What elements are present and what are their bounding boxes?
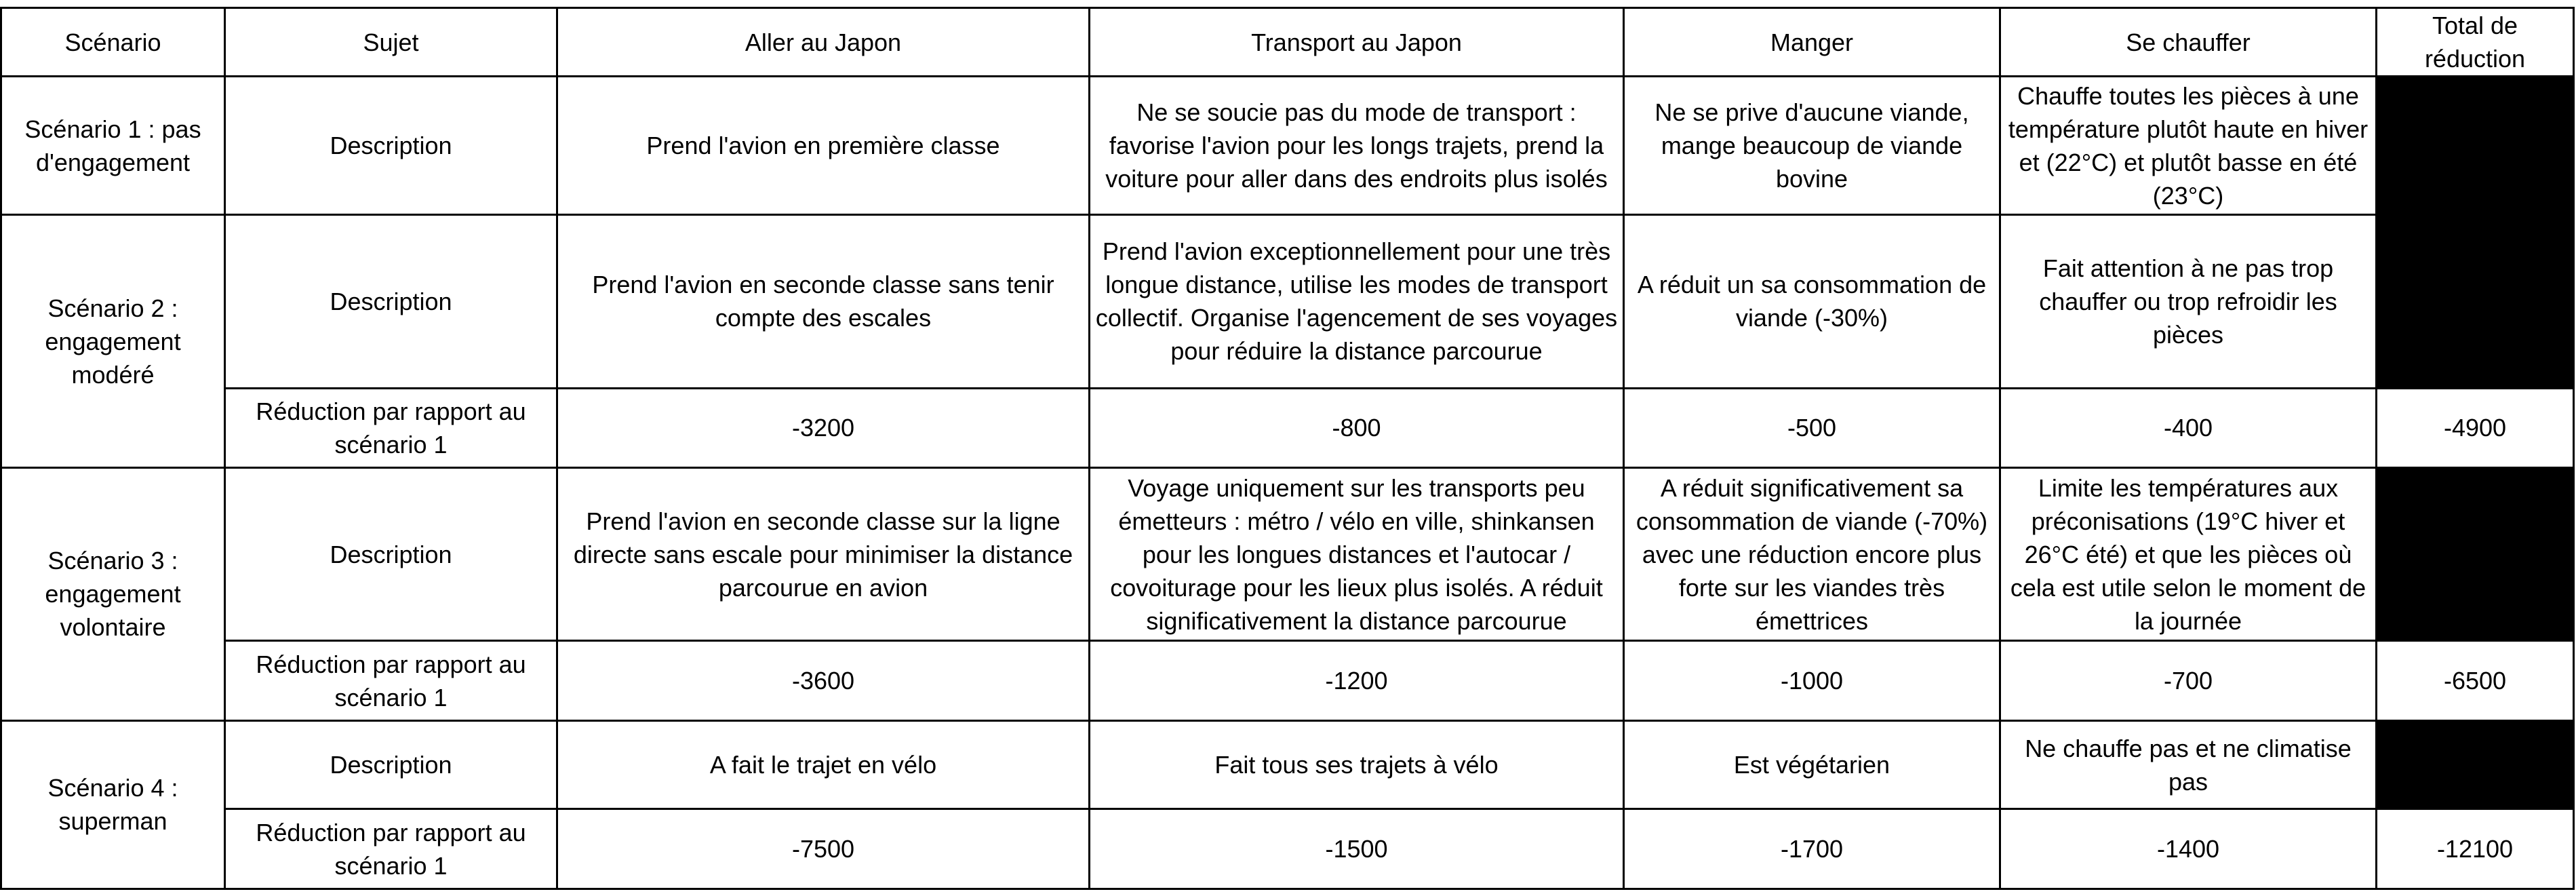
header-se-chauffer: Se chauffer [2000,8,2377,77]
scenario-4-red-total: -12100 [2377,809,2574,889]
scenario-2-aller: Prend l'avion en seconde classe sans tenir compte des escales [557,215,1090,388]
header-sujet: Sujet [225,8,557,77]
scenario-4-red-aller: -7500 [557,809,1090,889]
scenario-3-manger: A réduit significativement sa consommation de viande (-70%) avec une réduction encore plus forte sur les viandes très émettrices [1624,468,2000,641]
scenario-table [0,7,2575,890]
scenario-3-red-transport: -1200 [1090,641,1624,721]
scenario-1-total-blank [2377,77,2574,215]
scenario-3-red-total: -6500 [2377,641,2574,721]
scenario-1-aller: Prend l'avion en première classe [557,77,1090,215]
header-transport-au-japon: Transport au Japon [1090,8,1624,77]
scenario-4-description-label: Description [225,720,557,809]
scenario-3-aller: Prend l'avion en seconde classe sur la ligne directe sans escale pour minimiser la distance parcourue en avion [557,468,1090,641]
scenario-1-description-label: Description [225,77,557,215]
scenario-3-name: Scénario 3 : engagement volontaire [1,468,225,721]
scenario-3-description-row [1,468,2574,641]
header-aller-au-japon: Aller au Japon [557,8,1090,77]
header-scenario: Scénario [1,8,225,77]
scenario-4-aller: A fait le trajet en vélo [557,720,1090,809]
scenario-2-description-row [1,215,2574,388]
scenario-3-red-aller: -3600 [557,641,1090,721]
scenario-3-red-chauffer: -700 [2000,641,2377,721]
scenario-1-manger: Ne se prive d'aucune viande, mange beaucoup de viande bovine [1624,77,2000,215]
scenario-3-chauffer: Limite les températures aux préconisations (19°C hiver et 26°C été) et que les pièces où cela est utile selon le moment de la journée [2000,468,2377,641]
scenario-2-red-aller: -3200 [557,388,1090,468]
scenario-3-transport: Voyage uniquement sur les transports peu émetteurs : métro / vélo en ville, shinkansen pour les longues distances et l'autocar / covoiturage pour les lieux plus isolés. A réduit significativement la distance parcourue [1090,468,1624,641]
scenario-2-transport: Prend l'avion exceptionnellement pour une très longue distance, utilise les modes de transport collectif. Organise l'agencement de ses voyages pour réduire la distance parcourue [1090,215,1624,388]
header-total-reduction: Total de réduction [2377,8,2574,77]
scenario-1-description-row [1,77,2574,215]
scenario-3-reduction-row [1,641,2574,721]
scenario-4-red-chauffer: -1400 [2000,809,2377,889]
scenario-2-red-transport: -800 [1090,388,1624,468]
scenario-4-manger: Est végétarien [1624,720,2000,809]
scenario-2-chauffer: Fait attention à ne pas trop chauffer ou trop refroidir les pièces [2000,215,2377,388]
scenario-2-red-manger: -500 [1624,388,2000,468]
scenario-3-total-blank [2377,468,2574,641]
scenario-2-name: Scénario 2 : engagement modéré [1,215,225,468]
scenario-3-description-label: Description [225,468,557,641]
scenario-4-red-transport: -1500 [1090,809,1624,889]
scenario-2-red-chauffer: -400 [2000,388,2377,468]
scenario-3-reduction-label: Réduction par rapport au scénario 1 [225,641,557,721]
scenario-4-red-manger: -1700 [1624,809,2000,889]
scenario-4-name: Scénario 4 : superman [1,720,225,889]
scenario-1-chauffer: Chauffe toutes les pièces à une température plutôt haute en hiver et (22°C) et plutôt basse en été (23°C) [2000,77,2377,215]
header-manger: Manger [1624,8,2000,77]
spreadsheet-table-area [0,7,2576,890]
scenario-4-description-row [1,720,2574,809]
scenario-4-reduction-row [1,809,2574,889]
scenario-4-transport: Fait tous ses trajets à vélo [1090,720,1624,809]
scenario-1-transport: Ne se soucie pas du mode de transport : favorise l'avion pour les longs trajets, prend la voiture pour aller dans des endroits plus isolés [1090,77,1624,215]
scenario-2-red-total: -4900 [2377,388,2574,468]
scenario-4-chauffer: Ne chauffe pas et ne climatise pas [2000,720,2377,809]
scenario-2-description-label: Description [225,215,557,388]
scenario-3-red-manger: -1000 [1624,641,2000,721]
scenario-2-manger: A réduit un sa consommation de viande (-30%) [1624,215,2000,388]
header-row [1,8,2574,77]
scenario-2-reduction-row [1,388,2574,468]
scenario-1-name: Scénario 1 : pas d'engagement [1,77,225,215]
scenario-2-reduction-label: Réduction par rapport au scénario 1 [225,388,557,468]
scenario-2-total-blank [2377,215,2574,388]
scenario-4-reduction-label: Réduction par rapport au scénario 1 [225,809,557,889]
scenario-4-total-blank [2377,720,2574,809]
